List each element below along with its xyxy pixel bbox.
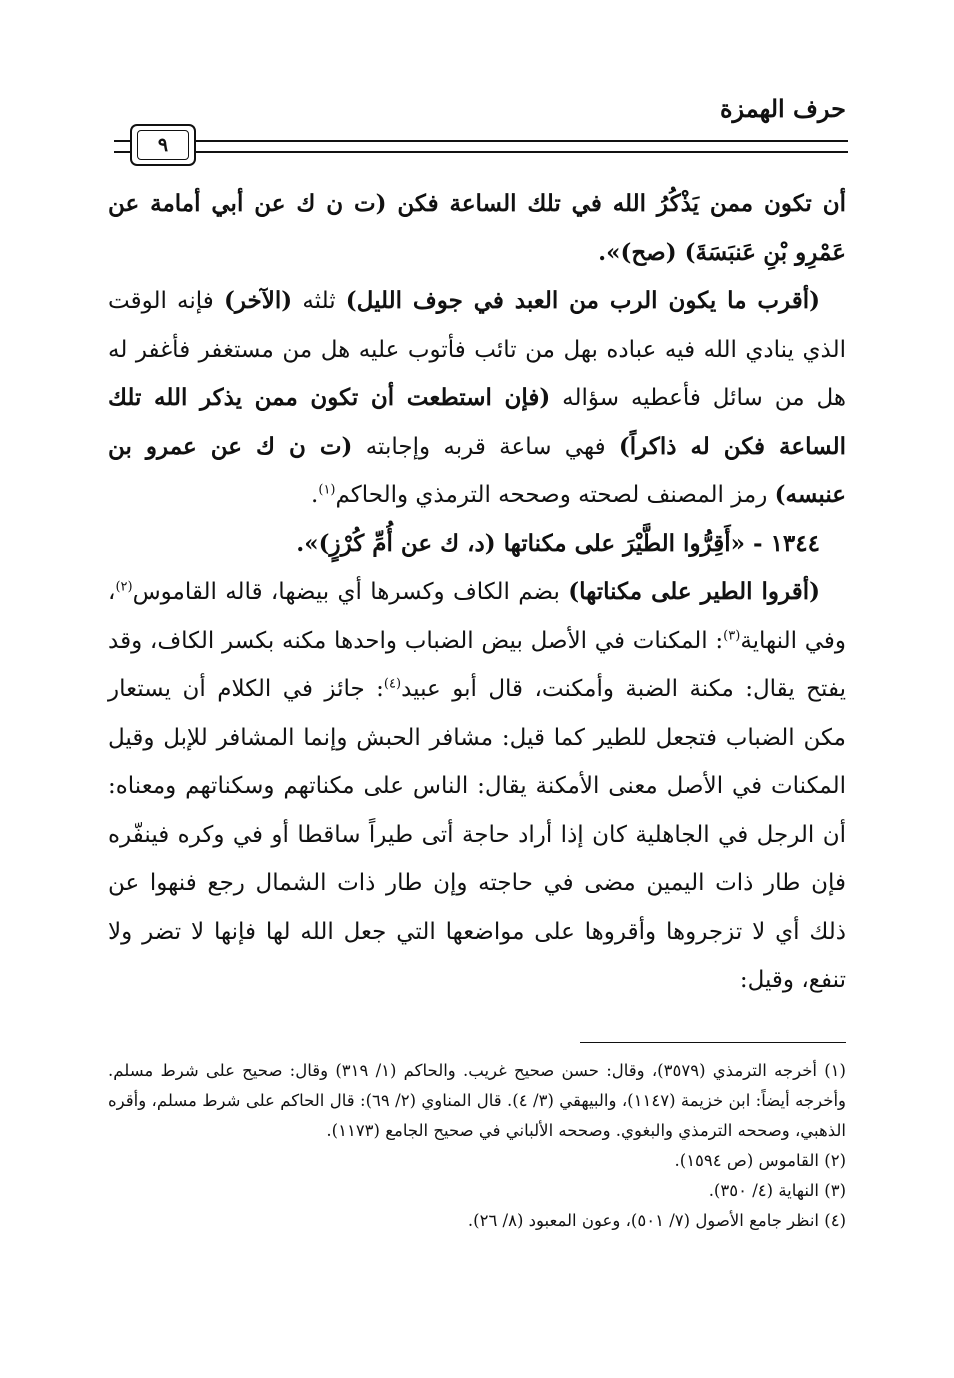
text-8: : المكنات في الأصل بيض الضباب واحدها مكنه بكسر الكاف، وقد يفتح يقال: مكنة الضبة وأمكنت، قال أبو عبيد [108,627,846,702]
text-6: بضم الكاف وكسرها أي بيضها، قاله القاموس [132,579,569,605]
footnote-1: (١) أخرجه الترمذي (٣٥٧٩)، وقال: حسن صحيح غريب. والحاكم (١/ ٣١٩) وقال: صحيح على شرط مسلم. وأخرجه أيضاً: ابن خزيمة (١١٤٧)، والبيهقي (٣/ ٤). قال المناوي (٢/ ٦٩): قال الحاكم على شرط مسلم، وأقره الذهبي، وصححه الترمذي والبغوي. وصححه الألباني في صحيح الجامع (١١٧٣). [108,1061,846,1140]
footnote-2: (٢) القاموس (ص ١٥٩٤). [674,1151,846,1170]
text-2: فإنه الوقت الذي ينادي الله فيه عباده بهل من تائب فأتوب عليه هل من مستغفر فأغفر له هل من سائل فأعطيه سؤاله [108,288,846,411]
text-7: ، وفي النهاية [108,579,846,654]
quote-1: (أقرب ما يكون الرب من العبد في جوف الليل) [345,287,820,314]
hadith-source: عَنبَسَةَ) (صح)». [598,238,756,266]
quote-2: (الآخر) [223,287,293,314]
hadith-1344: ١٣٤٤ - «أَقِرُّوا الطَّيْرَ على مكناتها (د، ك عن أُمِّ كُرْزٍ)». [296,529,820,557]
chapter-title: حرف الهمزة [719,94,846,123]
hadith-text-end: أن تكون ممن يَذْكُرُ الله في تلك الساعة فكن (ت ن ك عن أبي أمامة عن عَمْرِو بْنِ [108,190,846,266]
footnote-ref-1: (١) [318,482,336,498]
text-5: . [311,482,319,508]
footnotes [108,1056,846,1236]
header-rule [196,140,848,153]
header-rule-stub [114,140,130,153]
footnote-ref-3: (٣) [723,627,741,643]
page-number: ٩ [137,130,189,160]
footnote-separator [580,1042,846,1043]
footnote-3: (٣) النهاية (٤/ ٣٥٠). [708,1181,846,1200]
paragraph-1 [108,180,846,277]
text-4: رمز المصنف لصحته وصححه الترمذي والحاكم [335,482,775,508]
quote-4: (ت ن ك عن عمرو بن عنبسه) [108,432,846,508]
page-number-box [130,124,196,166]
footnote-ref-4: (٤) [383,676,402,692]
paragraph-2 [108,277,846,520]
text-1: ثلثه [292,288,346,314]
paragraph-3 [108,568,846,1005]
quote-5: (أقروا الطير على مكناتها) [568,578,820,605]
body-text [108,180,846,1005]
footnote-ref-2: (٢) [115,579,133,595]
text-3: فهي ساعة قربه وإجابته [352,433,619,460]
text-9: : جائز في الكلام أن يستعار مكن الضباب فتجعل للطير كما قيل: مشافر الحبش وإنما المشافر للإبل وقيل المكنات في الأصل معنى الأمكنة يقال: الناس على مكناتهم وسكناتهم ومعناه: أن الرجل في الجاهلية كان إذا أراد حاجة أتى طيراً ساقطا أو في وكره فينفّره فإن طار ذات اليمين مضى في حاجته وإن طار ذات الشمال رجع فنهوا عن ذلك أي لا تزجروها وأقروها على مواضعها التي جعل الله لها فإنها لا تضر ولا تنفع، وقيل: [108,676,847,993]
footnote-4: (٤) انظر جامع الأصول (٧/ ٥٠١)، وعون المعبود (٨/ ٢٦). [467,1211,846,1230]
quote-3: (فإن استطعت أن تكون ممن يذكر الله تلك الساعة فكن له ذاكراً) [108,384,847,460]
